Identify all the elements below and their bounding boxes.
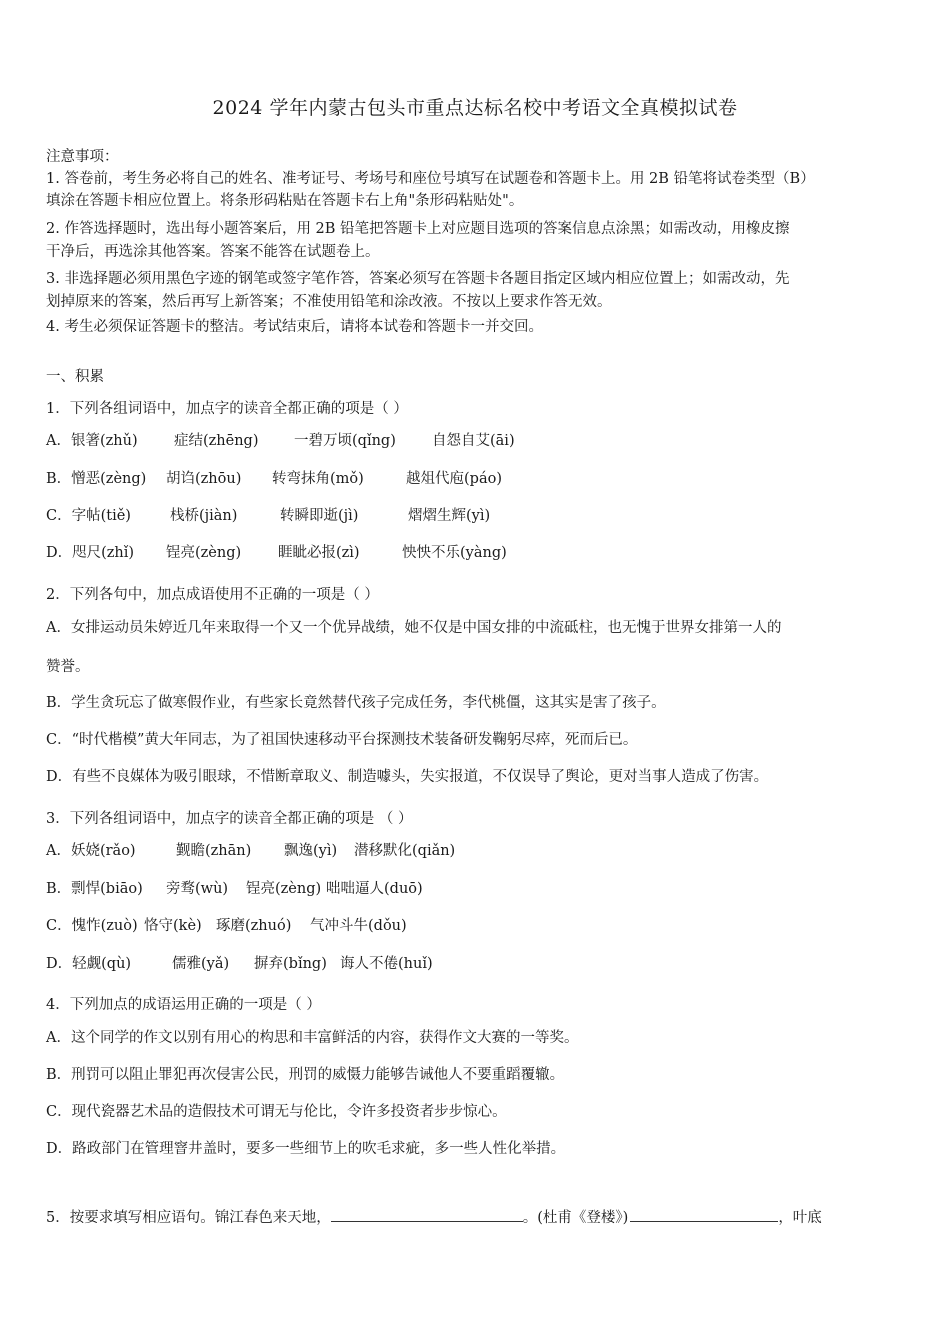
q3-c-4: 气冲斗牛(dǒu) bbox=[310, 918, 407, 934]
q3-a-2: 觐瞻(zhān) bbox=[176, 843, 252, 859]
q3-d-2: 儒雅(yǎ) bbox=[172, 956, 230, 972]
q3-d-3: 摒弃(bǐng) bbox=[254, 956, 327, 972]
q1-c-1: C．字帖(tiě) bbox=[46, 508, 131, 524]
page-title: 2024 学年内蒙古包头市重点达标名校中考语文全真模拟试卷 bbox=[212, 97, 738, 119]
q1-d-1: D．咫尺(zhǐ) bbox=[46, 545, 135, 561]
q5-blank-2[interactable] bbox=[630, 1207, 778, 1222]
notice-item-3b: 划掉原来的答案，然后再写上新答案；不准使用铅笔和涂改液。不按以上要求作答无效。 bbox=[46, 294, 612, 310]
notice-heading: 注意事项： bbox=[46, 149, 119, 165]
q3-c-3: 琢磨(zhuó) bbox=[216, 918, 292, 934]
q1-d-3: 睚眦必报(zì) bbox=[278, 545, 360, 561]
q3-c-1: C．愧怍(zuò) bbox=[46, 918, 138, 934]
notice-item-4: 4. 考生必须保证答题卡的整洁。考试结束后，请将本试卷和答题卡一并交回。 bbox=[46, 319, 543, 335]
q2-stem: 2．下列各句中，加点成语使用不正确的一项是（ ） bbox=[46, 587, 379, 603]
q3-d-1: D．轻觑(qù) bbox=[46, 956, 132, 972]
notice-item-3a: 3. 非选择题必须用黑色字迹的钢笔或签字笔作答，答案必须写在答题卡各题目指定区域内相应位置上；如需改动，先 bbox=[46, 271, 790, 287]
q3-b-1: B．剽悍(biāo) bbox=[46, 881, 143, 897]
notice-item-2b: 干净后，再选涂其他答案。答案不能答在试题卷上。 bbox=[46, 244, 380, 260]
notice-item-1a: 1. 答卷前，考生务必将自己的姓名、准考证号、考场号和座位号填写在试题卷和答题卡上。用 2B 铅笔将试卷类型（B） bbox=[46, 171, 815, 187]
q1-a-3: 一碧万顷(qǐng) bbox=[294, 433, 396, 449]
q1-a-2: 症结(zhēng) bbox=[174, 433, 259, 449]
q1-b-1: B．憎恶(zèng) bbox=[46, 471, 147, 487]
q3-a-4: 潜移默化(qiǎn) bbox=[354, 843, 456, 859]
q4-option-d: D．路政部门在管理窨井盖时，要多一些细节上的吹毛求疵，多一些人性化举措。 bbox=[46, 1141, 566, 1157]
q1-option-c bbox=[46, 505, 904, 527]
q1-b-2: 胡诌(zhōu) bbox=[166, 471, 242, 487]
q1-option-a bbox=[46, 430, 904, 452]
q3-option-d bbox=[46, 953, 904, 975]
q1-b-3: 转弯抹角(mǒ) bbox=[272, 471, 364, 487]
q3-stem: 3．下列各组词语中，加点字的读音全都正确的项是 （ ） bbox=[46, 811, 413, 827]
q2-option-d: D．有些不良媒体为吸引眼球，不惜断章取义、制造噱头，失实报道，不仅误导了舆论，更对当事人造成了伤害。 bbox=[46, 769, 769, 785]
q1-d-2: 锃亮(zèng) bbox=[166, 545, 242, 561]
q5-line bbox=[46, 1207, 904, 1229]
q5-blank-1[interactable] bbox=[331, 1207, 523, 1222]
q1-d-4: 怏怏不乐(yàng) bbox=[402, 545, 507, 561]
q1-stem: 1．下列各组词语中，加点字的读音全都正确的项是（ ） bbox=[46, 401, 408, 417]
q4-option-b: B．刑罚可以阻止罪犯再次侵害公民，刑罚的威慑力能够告诫他人不要重蹈覆辙。 bbox=[46, 1067, 565, 1083]
q4-option-c: C．现代瓷器艺术品的造假技术可谓无与伦比，令许多投资者步步惊心。 bbox=[46, 1104, 507, 1120]
q1-b-4: 越俎代庖(páo) bbox=[406, 471, 502, 487]
q2-option-c: C．“时代楷模”黄大年同志，为了祖国快速移动平台探测技术装备研发鞠躬尽瘁，死而后已。 bbox=[46, 732, 638, 748]
notice-item-2a: 2. 作答选择题时，选出每小题答案后，用 2B 铅笔把答题卡上对应题目选项的答案信息点涂黑；如需改动，用橡皮擦 bbox=[46, 221, 790, 237]
q3-d-4: 诲人不倦(huǐ) bbox=[340, 956, 433, 972]
q4-stem: 4．下列加点的成语运用正确的一项是（ ） bbox=[46, 997, 321, 1013]
q5-text-3: ，叶底 bbox=[778, 1210, 822, 1226]
q3-a-1: A．妖娆(rǎo) bbox=[46, 843, 136, 859]
q3-c-2: 恪守(kè) bbox=[144, 918, 202, 934]
q4-option-a: A．这个同学的作文以别有用心的构思和丰富鲜活的内容，获得作文大赛的一等奖。 bbox=[46, 1030, 579, 1046]
q2-option-a: A．女排运动员朱婷近几年来取得一个又一个优异战绩，她不仅是中国女排的中流砥柱，也无愧于世界女排第一人的 bbox=[46, 620, 782, 636]
q1-c-4: 熠熠生辉(yì) bbox=[408, 508, 491, 524]
q5-text-2: 。(杜甫《登楼》) bbox=[522, 1210, 629, 1226]
q3-b-2: 旁骛(wù) bbox=[166, 881, 229, 897]
notice-item-1b: 填涂在答题卡相应位置上。将条形码粘贴在答题卡右上角"条形码粘贴处"。 bbox=[46, 193, 524, 209]
q1-option-b bbox=[46, 468, 904, 490]
q1-c-3: 转瞬即逝(jì) bbox=[280, 508, 359, 524]
q5-text-1: 5．按要求填写相应语句。锦江春色来天地， bbox=[46, 1210, 331, 1226]
q2-option-b: B．学生贪玩忘了做寒假作业，有些家长竟然替代孩子完成任务，李代桃僵，这其实是害了孩子。 bbox=[46, 695, 666, 711]
q1-c-2: 栈桥(jiàn) bbox=[170, 508, 238, 524]
q3-b-4: 咄咄逼人(duō) bbox=[326, 881, 423, 897]
q3-option-c bbox=[46, 915, 904, 937]
q2-option-a-cont: 赞誉。 bbox=[46, 659, 90, 675]
q3-a-3: 飘逸(yì) bbox=[284, 843, 338, 859]
q1-option-d bbox=[46, 542, 904, 564]
q3-option-b bbox=[46, 878, 904, 900]
q1-a-1: A．银箸(zhǔ) bbox=[46, 433, 138, 449]
q3-option-a bbox=[46, 840, 904, 862]
q3-b-3: 锃亮(zèng) bbox=[246, 881, 322, 897]
section-heading: 一、积累 bbox=[46, 369, 104, 385]
q1-a-4: 自怨自艾(āi) bbox=[432, 433, 515, 449]
